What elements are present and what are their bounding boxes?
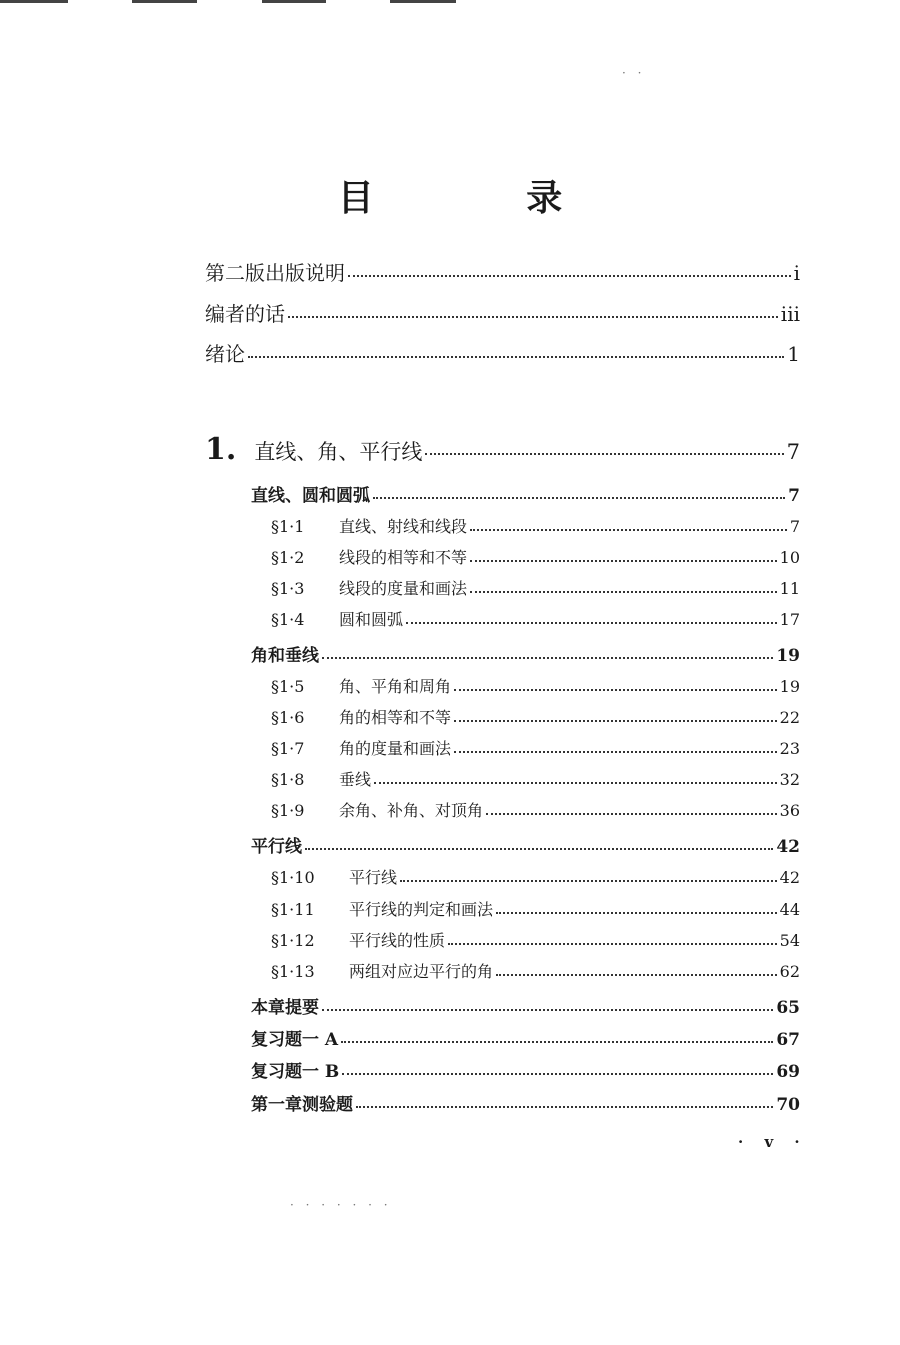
toc-section-entry[interactable] [271, 897, 800, 920]
dot-leader [425, 453, 783, 455]
toc-chapter-entry[interactable] [205, 432, 800, 467]
toc-group-entry[interactable] [251, 1057, 800, 1082]
toc-page: 44 [779, 900, 800, 919]
toc-label: 垂线 [339, 770, 372, 789]
toc-page: 17 [779, 610, 800, 629]
toc-label: 第二版出版说明 [205, 261, 345, 285]
toc-label: 直线、射线和线段 [339, 517, 468, 536]
section-number: §1·7 [271, 739, 305, 758]
dot-leader [454, 751, 777, 753]
toc-label: 圆和圆弧 [339, 610, 404, 629]
toc-page: i [793, 261, 800, 285]
chapter-number: 1. [205, 432, 237, 467]
dot-leader [288, 316, 778, 318]
toc-page: 67 [776, 1030, 800, 1050]
toc-page: 54 [779, 931, 800, 950]
page-title: 目 录 [337, 178, 633, 219]
toc-label: 平行线 [349, 868, 398, 887]
dot-leader [322, 1009, 773, 1011]
dot-leader [374, 782, 777, 784]
toc-label: 平行线的性质 [349, 931, 446, 950]
toc-section-entry[interactable] [271, 798, 800, 821]
toc-label: 本章提要 [251, 998, 319, 1018]
dot-leader [486, 813, 777, 815]
toc-label: 平行线的判定和画法 [349, 900, 494, 919]
toc-label: 绪论 [205, 342, 245, 366]
toc-page: 62 [779, 962, 800, 981]
toc-label: 两组对应边平行的角 [349, 962, 494, 981]
toc-section-entry[interactable] [271, 736, 800, 759]
dot-leader [454, 720, 777, 722]
toc-label: 复习题一 A [251, 1030, 339, 1050]
toc-group-entry[interactable] [251, 993, 800, 1018]
dot-leader [400, 880, 777, 882]
toc-section-entry[interactable] [271, 576, 800, 599]
dot-leader [470, 591, 777, 593]
section-number: §1·4 [271, 610, 305, 629]
toc-label: 角的度量和画法 [339, 739, 452, 758]
toc-group-entry[interactable] [251, 1090, 800, 1115]
toc-page: 42 [776, 837, 800, 857]
toc-section-entry[interactable] [271, 928, 800, 951]
scan-edge-mark [390, 0, 456, 3]
dot-leader [496, 912, 777, 914]
toc-page: 42 [779, 868, 800, 887]
toc-section-entry[interactable] [271, 674, 800, 697]
toc-section-entry[interactable] [271, 767, 800, 790]
section-number: §1·12 [271, 931, 315, 950]
toc-label: 线段的度量和画法 [339, 579, 468, 598]
toc-label: 角、平角和周角 [339, 677, 452, 696]
toc-label: 角和垂线 [251, 646, 319, 666]
dot-leader [470, 529, 787, 531]
dot-leader [342, 1073, 773, 1075]
toc-label: 第一章测验题 [251, 1095, 353, 1115]
toc-label: 余角、补角、对顶角 [339, 801, 484, 820]
scan-edge-mark [132, 0, 197, 3]
dot-leader [454, 689, 777, 691]
toc-page: 65 [776, 998, 800, 1018]
dot-leader [373, 497, 785, 499]
toc-entry[interactable] [205, 338, 800, 367]
scan-edge-mark [0, 0, 68, 3]
dot-leader [248, 356, 784, 358]
toc-entry[interactable] [205, 298, 800, 327]
toc-section-entry[interactable] [271, 607, 800, 630]
toc-section-entry[interactable] [271, 514, 800, 537]
toc-page: 1 [787, 342, 800, 366]
toc-page: 7 [786, 440, 800, 464]
toc-label: 线段的相等和不等 [339, 548, 468, 567]
toc-page: 32 [779, 770, 800, 789]
toc-label: 编者的话 [205, 302, 285, 326]
toc-page: 7 [789, 517, 800, 536]
dot-leader [348, 275, 791, 277]
section-number: §1·9 [271, 801, 305, 820]
dot-leader [305, 848, 773, 850]
section-number: §1·6 [271, 708, 305, 727]
dot-leader [356, 1106, 773, 1108]
dot-leader [470, 560, 777, 562]
toc-label: 角的相等和不等 [339, 708, 452, 727]
toc-group-entry[interactable] [251, 481, 800, 506]
dot-leader [341, 1041, 773, 1043]
section-number: §1·13 [271, 962, 315, 981]
toc-group-entry[interactable] [251, 641, 800, 666]
section-number: §1·8 [271, 770, 305, 789]
toc-page: 7 [788, 486, 800, 506]
scan-speck: · · [622, 66, 646, 80]
toc-entry[interactable] [205, 257, 800, 286]
toc-page: 10 [779, 548, 800, 567]
toc-section-entry[interactable] [271, 545, 800, 568]
toc-page: 70 [776, 1095, 800, 1115]
toc-section-entry[interactable] [271, 865, 800, 888]
toc-page: 19 [776, 646, 800, 666]
toc-page: 22 [779, 708, 800, 727]
toc-group-entry[interactable] [251, 832, 800, 857]
toc-page: 36 [779, 801, 800, 820]
section-number: §1·3 [271, 579, 305, 598]
toc-page: 69 [776, 1062, 800, 1082]
dot-leader [406, 622, 777, 624]
toc-label: 平行线 [251, 837, 302, 857]
dot-leader [496, 974, 777, 976]
toc-label: 复习题一 B [251, 1062, 340, 1082]
toc-page: 11 [779, 579, 800, 598]
toc-page: iii [780, 302, 800, 326]
toc-page: 23 [779, 739, 800, 758]
section-number: §1·11 [271, 900, 315, 919]
section-number: §1·1 [271, 517, 305, 536]
toc-page: 19 [779, 677, 800, 696]
dot-leader [448, 943, 777, 945]
dot-leader [322, 657, 773, 659]
toc-label: 直线、圆和圆弧 [251, 486, 370, 506]
section-number: §1·10 [271, 868, 315, 887]
toc-section-entry[interactable] [271, 705, 800, 728]
page-folio: · v · [738, 1133, 808, 1151]
scan-edge-mark [262, 0, 326, 3]
scan-speck: · · · · · · · [290, 1198, 392, 1212]
section-number: §1·5 [271, 677, 305, 696]
toc-group-entry[interactable] [251, 1025, 800, 1050]
toc-section-entry[interactable] [271, 959, 800, 982]
toc-label: 直线、角、平行线 [254, 440, 423, 464]
section-number: §1·2 [271, 548, 305, 567]
